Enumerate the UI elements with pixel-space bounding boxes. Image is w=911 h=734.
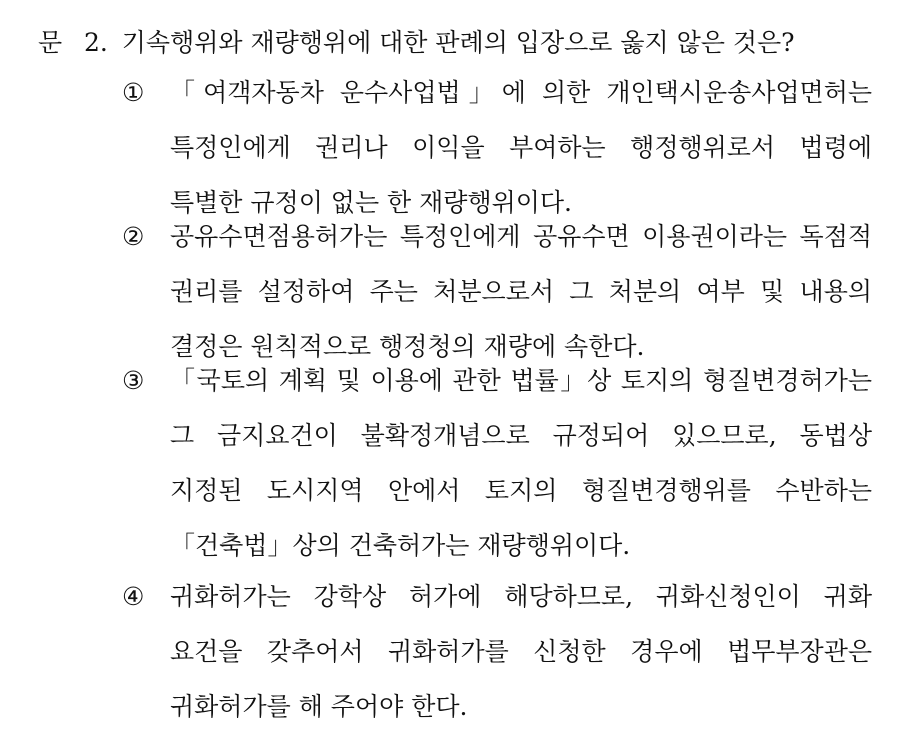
option-line: 귀화허가는 강학상 허가에 해당하므로, 귀화신청인이 귀화: [170, 582, 872, 611]
option-text-1: [170, 65, 872, 230]
option-line: 결정은 원칙적으로 행정청의 재량에 속한다.: [170, 332, 645, 361]
option-marker-4: ④: [122, 582, 145, 611]
option-line: 요건을 갖추어서 귀화허가를 신청한 경우에 법무부장관은: [170, 637, 872, 666]
option-line: 「국토의 계획 및 이용에 관한 법률」상 토지의 형질변경허가는: [170, 366, 872, 395]
answer-option-4[interactable]: [122, 569, 872, 734]
option-line: 공유수면점용허가는 특정인에게 공유수면 이용권이라는 독점적: [170, 222, 872, 251]
option-line: 「건축법」상의 건축허가는 재량행위이다.: [170, 531, 631, 560]
option-line: 그 금지요건이 불확정개념으로 규정되어 있으므로, 동법상: [170, 421, 872, 450]
answer-option-2[interactable]: [122, 209, 872, 374]
question-stem: [38, 26, 795, 60]
answer-option-3[interactable]: [122, 353, 872, 573]
option-text-2: [170, 209, 872, 374]
option-line: 권리를 설정하여 주는 처분으로서 그 처분의 여부 및 내용의: [170, 277, 872, 306]
option-line: 특별한 규정이 없는 한 재량행위이다.: [170, 188, 572, 217]
answer-option-1[interactable]: [122, 65, 872, 230]
option-marker-3: ③: [122, 366, 145, 395]
option-line: 지정된 도시지역 안에서 토지의 형질변경행위를 수반하는: [170, 476, 872, 505]
option-line: 「여객자동차 운수사업법」에 의한 개인택시운송사업면허는: [170, 78, 872, 107]
option-line: 특정인에게 권리나 이익을 부여하는 행정행위로서 법령에: [170, 133, 872, 162]
option-line: 귀화허가를 해 주어야 한다.: [170, 692, 468, 721]
question-number: 2.: [83, 28, 108, 57]
question-label: 문: [38, 28, 63, 57]
question-text: 기속행위와 재량행위에 대한 판례의 입장으로 옳지 않은 것은?: [121, 28, 795, 57]
option-text-3: [170, 353, 872, 573]
option-text-4: [170, 569, 872, 734]
option-marker-2: ②: [122, 222, 145, 251]
option-marker-1: ①: [122, 78, 145, 107]
